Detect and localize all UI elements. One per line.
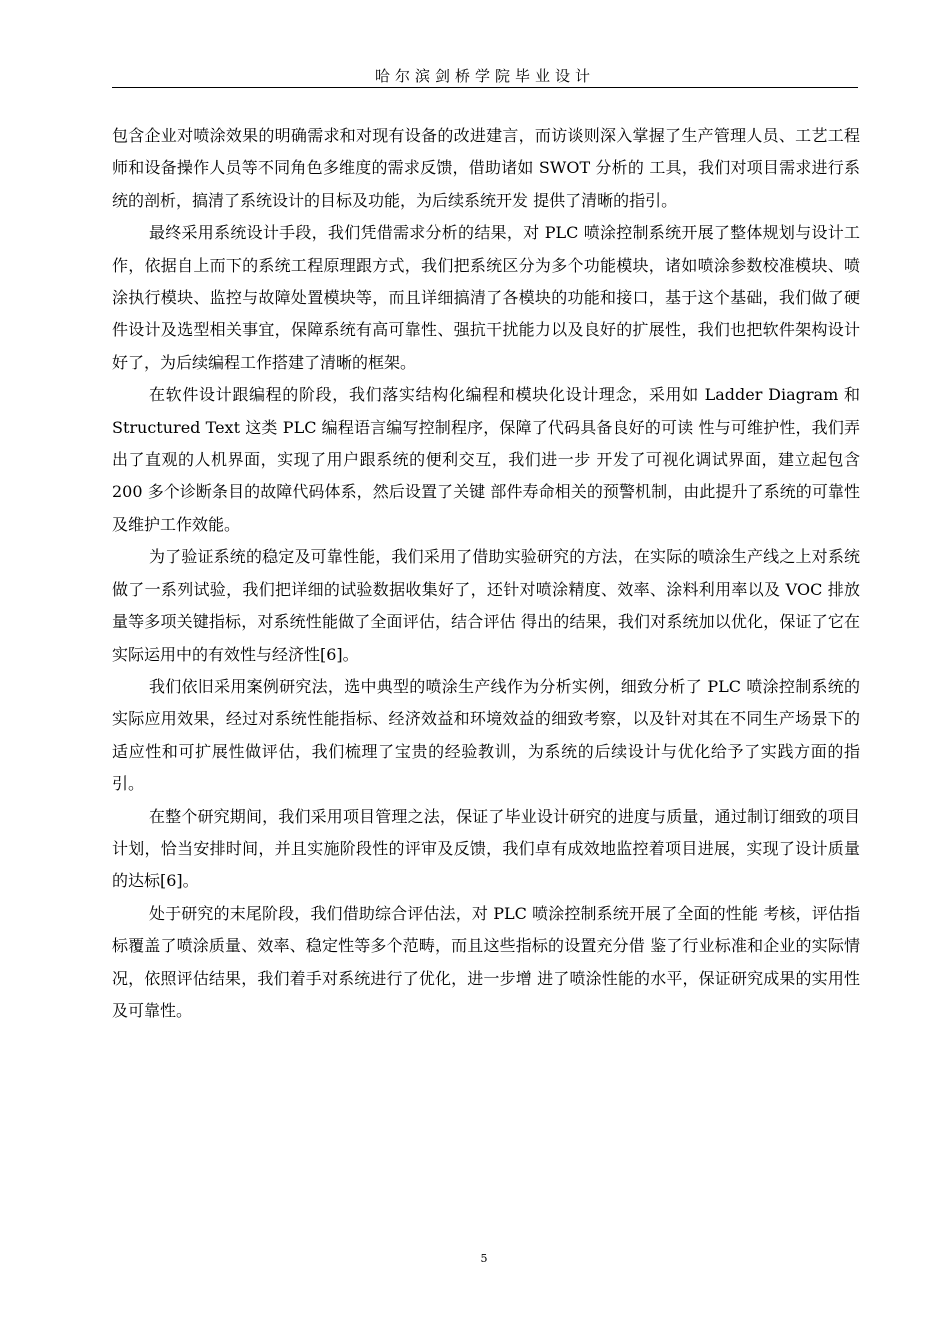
paragraph-software-design: 在软件设计跟编程的阶段，我们落实结构化编程和模块化设计理念，采用如 Ladder Diagram 和 Structured Text 这类 PLC 编程语言编写控制程序，保障了代码具备良好的可读 性与可维护性，我们弄出了直观的人机界面，实现了用户跟系统的便利交互，我们进一步 开发了可视化调试界面，建立起包含 200 多个诊断条目的故障代码体系，然后设置了关键 部件寿命相关的预警机制，由此提升了系统的可靠性及维护工作效能。 <box>112 385 860 534</box>
paragraph-case-study: 我们依旧采用案例研究法，选中典型的喷涂生产线作为分析实例，细致分析了 PLC 喷涂控制系统的实际应用效果，经过对系统性能指标、经济效益和环境效益的细致考察，以及针对其在不同生产场景下的适应性和可扩展性做评估，我们梳理了宝贵的经验教训，为系统的后续设计与优化给予了实践方面的指引。 <box>112 676 860 794</box>
paragraph-project-management: 在整个研究期间，我们采用项目管理之法，保证了毕业设计研究的进度与质量，通过制订细致的项目计划，恰当安排时间，并且实施阶段性的评审及反馈，我们卓有成效地监控着项目进展，实现了设计质量的达标[6]。 <box>112 806 860 891</box>
header-divider <box>112 87 858 88</box>
page-header-title: 哈尔滨剑桥学院毕业设计 <box>374 67 595 85</box>
paragraph-continuation: 包含企业对喷涂效果的明确需求和对现有设备的改进建言，而访谈则深入掌握了生产管理人员、工艺工程师和设备操作人员等不同角色多维度的需求反馈，借助诸如 SWOT 分析的 工具，我们对项目需求进行系统的剖析，搞清了系统设计的目标及功能，为后续系统开发 提供了清晰的指引。 <box>112 126 860 210</box>
paragraph-system-design: 最终采用系统设计手段，我们凭借需求分析的结果，对 PLC 喷涂控制系统开展了整体规划与设计工作，依据自上而下的系统工程原理跟方式，我们把系统区分为多个功能模块，诸如喷涂参数校准模块、喷涂执行模块、监控与故障处置模块等，而且详细搞清了各模块的功能和接口，基于这个基础，我们做了硬件设计及选型相关事宜，保障系统有高可靠性、强抗干扰能力以及良好的扩展性，我们也把软件架构设计好了，为后续编程工作搭建了清晰的框架。 <box>112 223 860 372</box>
paragraph-comprehensive-evaluation: 处于研究的末尾阶段，我们借助综合评估法，对 PLC 喷涂控制系统开展了全面的性能 考核，评估指标覆盖了喷涂质量、效率、稳定性等多个范畴，而且这些指标的设置充分借 鉴了行业标准和企业的实际情况，依照评估结果，我们着手对系统进行了优化，进一步增 进了喷涂性能的水平，保证研究成果的实用性及可靠性。 <box>112 903 860 1020</box>
paragraph-experimental-verification: 为了验证系统的稳定及可靠性能，我们采用了借助实验研究的方法，在实际的喷涂生产线之上对系统做了一系列试验，我们把详细的试验数据收集好了，还针对喷涂精度、效率、涂料利用率以及 VOC 排放量等多项关键指标，对系统性能做了全面评估，结合评估 得出的结果，我们对系统加以优化，保证了它在实际运用中的有效性与经济性[6]。 <box>112 547 860 664</box>
page-number: 5 <box>480 1252 488 1265</box>
body-text <box>112 120 860 1027</box>
